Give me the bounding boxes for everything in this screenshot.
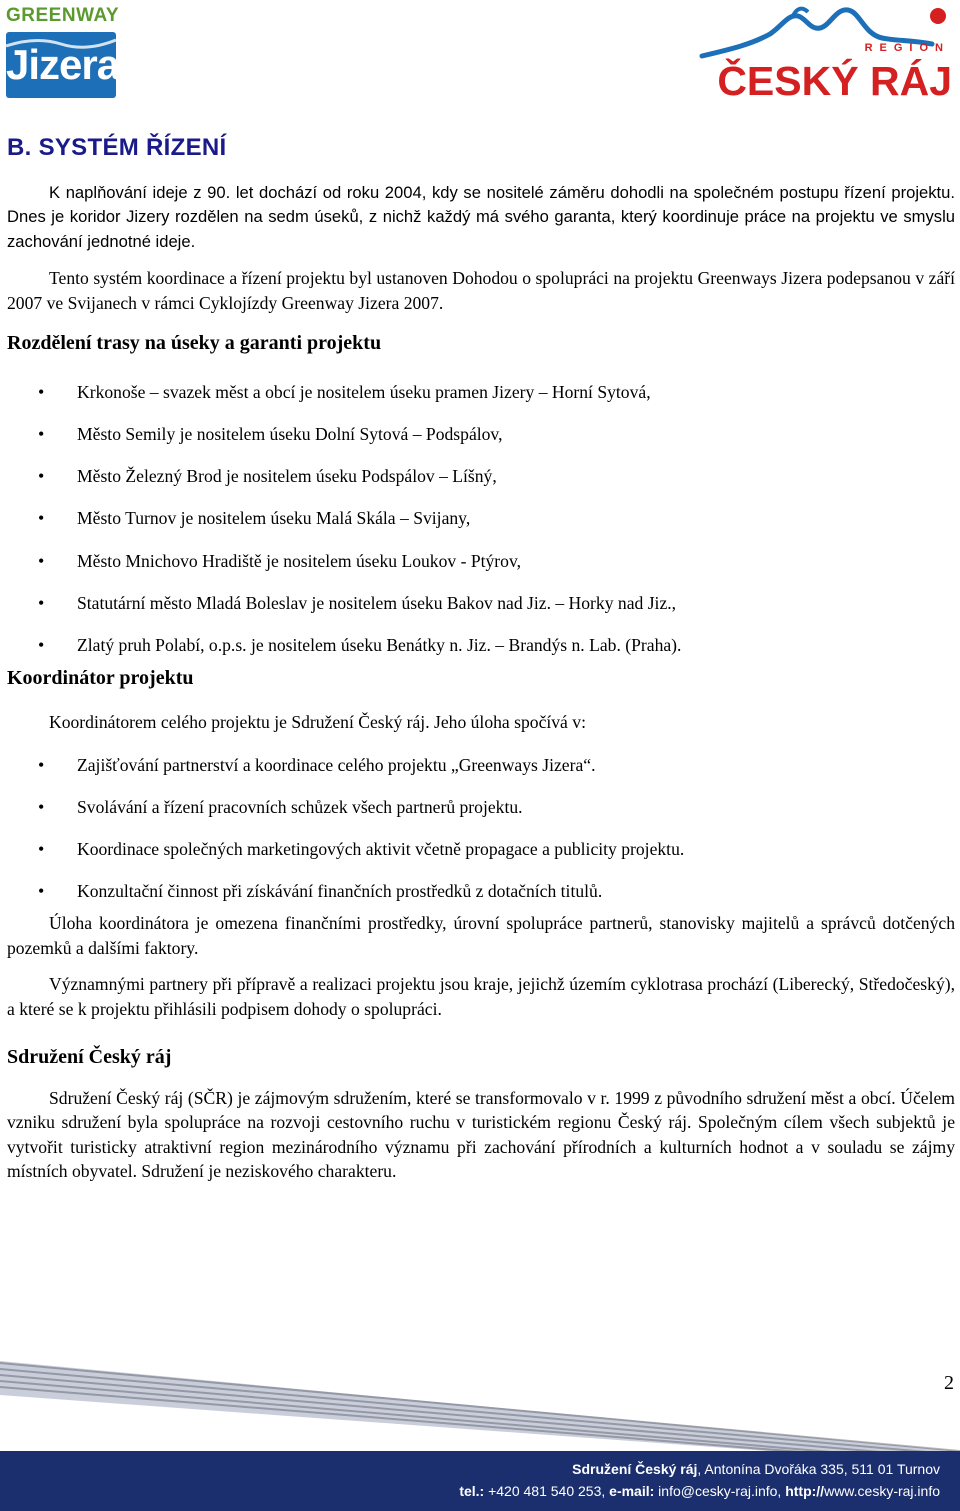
footer-contact-line bbox=[459, 1483, 940, 1499]
greenway-jizera-logo bbox=[6, 6, 118, 98]
footer-tel-label: tel.: bbox=[459, 1483, 485, 1499]
list-item: • Statutární město Mladá Boleslav je nositelem úseku Bakov nad Jiz. – Horky nad Jiz., bbox=[7, 591, 955, 616]
sdruzeni-paragraph: Sdružení Český ráj (SČR) je zájmovým sdružením, které se transformovalo v r. 1999 z původního sdružení měst a obcí. Účelem vzniku sdružení byla spolupráce na rozvoji cestovního ruchu v turistickém regionu Český ráj. Společným cílem všech subjektů je vytvořit turisticky atraktivní region mezinárodního významu při zachování přírodních a kulturních hodnot a v souladu se zájmy místních obyvatel. Sdružení je neziskového charakteru. bbox=[7, 1087, 955, 1182]
logo-cesky-raj-text: ČESKÝ RÁJ bbox=[717, 58, 952, 104]
logo-region-text: REGION bbox=[864, 42, 950, 54]
koordinator-intro: Koordinátorem celého projektu je Sdružení Český ráj. Jeho úloha spočívá v: bbox=[49, 712, 586, 733]
logo-greenway-text: GREENWAY bbox=[6, 5, 120, 26]
koordinator-tasks-list bbox=[7, 753, 955, 904]
list-item: • Město Semily je nositelem úseku Dolní Sytová – Podspálov, bbox=[7, 422, 955, 447]
segments-list bbox=[7, 380, 955, 658]
logo-wave-graphic bbox=[6, 32, 116, 98]
list-item: • Krkonoše – svazek měst a obcí je nositelem úseku pramen Jizery – Horní Sytová, bbox=[7, 380, 955, 405]
sun-dot bbox=[930, 8, 946, 24]
footer-web[interactable]: www.cesky-raj.info bbox=[824, 1483, 940, 1499]
logo-jizera-badge bbox=[6, 32, 120, 98]
footer-contact-bar bbox=[0, 1451, 960, 1511]
list-item: • Konzultační činnost při získávání finančních prostředků z dotačních titulů. bbox=[7, 879, 955, 904]
heading-sdruzeni: Sdružení Český ráj bbox=[7, 1046, 172, 1069]
heading-rozdeleni: Rozdělení trasy na úseky a garanti projektu bbox=[7, 332, 382, 354]
list-item: • Zajišťování partnerství a koordinace celého projektu „Greenways Jizera“. bbox=[7, 753, 955, 778]
koordinator-paragraph-2: Významnými partnery při přípravě a realizaci projektu jsou kraje, jejichž územím cyklotrasa prochází (Liberecký, Středočeský), a které se k projektu přihlásili podpisem dohody o spolupráci. bbox=[7, 974, 955, 1019]
heading-koordinator: Koordinátor projektu bbox=[7, 666, 194, 689]
footer-email-label: e-mail: bbox=[609, 1483, 655, 1499]
list-item: • Koordinace společných marketingových aktivit včetně propagace a publicity projektu. bbox=[7, 837, 955, 862]
footer-web-label: http:// bbox=[785, 1483, 825, 1499]
list-item: • Město Turnov je nositelem úseku Malá Skála – Svijany, bbox=[7, 506, 955, 531]
koordinator-paragraph-1: Úloha koordinátora je omezena finančními prostředky, úrovní spolupráce partnerů, stanovisky majitelů a správců dotčených pozemků a dalšími faktory. bbox=[7, 913, 955, 958]
list-item: • Svolávání a řízení pracovních schůzek všech partnerů projektu. bbox=[7, 795, 955, 820]
footer-email[interactable]: info@cesky-raj.info, bbox=[654, 1483, 786, 1499]
intro-paragraph-1: K naplňování ideje z 90. let dochází od roku 2004, kdy se nositelé záměru dohodli na společném postupu řízení projektu. Dnes je koridor Jizery rozdělen na sedm úseků, z nichž každý má svého garanta, který koordinuje práce na projektu ve smyslu zachování jednotné ideje. bbox=[7, 182, 955, 251]
list-item: • Město Mnichovo Hradiště je nositelem úseku Loukov - Ptýrov, bbox=[7, 549, 955, 574]
footer-address-line bbox=[572, 1461, 940, 1477]
footer-tel: +420 481 540 253, bbox=[484, 1483, 610, 1499]
footer-org-name: Sdružení Český ráj bbox=[572, 1461, 698, 1477]
page-number: 2 bbox=[944, 1372, 954, 1394]
mountain-logo-graphic bbox=[692, 4, 954, 64]
footer-address: , Antonína Dvořáka 335, 511 01 Turnov bbox=[697, 1461, 940, 1477]
intro-paragraph-2: Tento systém koordinace a řízení projektu byl ustanoven Dohodou o spolupráci na projektu Greenways Jizera podepsanou v září 2007 ve Svijanech v rámci Cyklojízdy Greenway Jizera 2007. bbox=[7, 268, 955, 313]
section-title: B. SYSTÉM ŘÍZENÍ bbox=[7, 134, 227, 161]
list-item: • Zlatý pruh Polabí, o.p.s. je nositelem úseku Benátky n. Jiz. – Brandýs n. Lab. (Praha). bbox=[7, 633, 955, 658]
document-body bbox=[7, 136, 955, 1184]
cesky-raj-logo bbox=[692, 4, 954, 104]
footer-decorative-stripes bbox=[0, 1355, 960, 1465]
logo-jizera-text: Jizera bbox=[6, 41, 120, 88]
list-item: • Město Železný Brod je nositelem úseku Podspálov – Líšný, bbox=[7, 464, 955, 489]
